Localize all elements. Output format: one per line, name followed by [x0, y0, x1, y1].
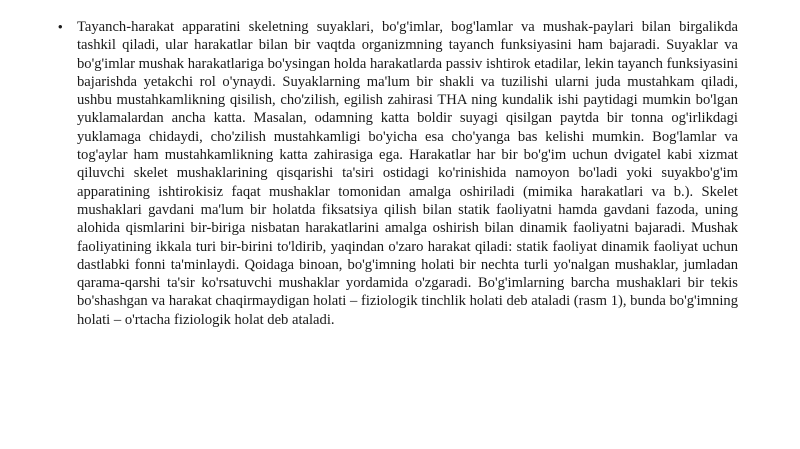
- body-paragraph: Tayanch-harakat apparatini skeletning suyaklari, bo'g'imlar, bog'lamlar va mushak-paylari bilan birgalikda tashkil qiladi, ular harakatlar bilan bir vaqtda organizmning tayanch funksiyasini ham bajaradi. Suyaklar va bo'g'imlar mushak harakatlariga bo'ysingan holda harakatlarda passiv ishtirok etadilar, lekin tayanch funksiyasini bajarishda yetakchi rol o'ynaydi. Suyaklarning ma'lum bir shakli va tuzilishi ularni juda mustahkam qiladi, ushbu mustahkamlikning qisilish, cho'zilish, egilish zahirasi THA ning kundalik ishi paytidagi mumkin bo'lgan yuklamalardan ancha katta. Masalan, odamning katta boldir suyagi qisilgan paytda bir tonna og'irlikdagi yuklamaga chidaydi, cho'zilish mustahkamligi bo'yicha esa cho'yanga bas kelishi mumkin. Bog'lamlar va tog'aylar ham mustahkamlikning katta zahirasiga ega. Harakatlar har bir bo'g'im uchun dvigatel kabi xizmat qiluvchi skelet mushaklarining qisqarishi ta'siri ostidagi ko'rinishida namoyon bo'ladi yoki suyakbo'g'im apparatining ishtirokisiz faqat mushaklar tomonidan amalga oshiriladi (mimika harakatlari va b.). Skelet mushaklari gavdani ma'lum bir holatda fiksatsiya qilish bilan statik faoliyatni hamda gavdani fazoda, uning alohida qismlarini bir-biriga nisbatan harakatlarini amalga oshirish bilan dinamik faoliyatni bajaradi. Mushak faoliyatining ikkala turi bir-birini to'ldirib, yaqindan o'zaro harakat qiladi: statik faoliyat dinamik faoliyat uchun dastlabki fonni ta'minlaydi. Qoidaga binoan, bo'g'imning holati bir nechta turli yo'nalgan mushaklar, jumladan qarama-qarshi ta'sir ko'rsatuvchi mushaklar yordamida o'zgaradi. Bo'g'imlarning barcha mushaklari bir tekis bo'shashgan va harakat chaqirmaydigan holati – fiziologik tinchlik holati deb ataladi (rasm 1), bunda bo'g'imning holati – o'rtacha fiziologik holat deb ataladi.: [77, 19, 738, 328]
- bullet-icon: •: [58, 19, 63, 34]
- bullet-list-item: [58, 18, 738, 329]
